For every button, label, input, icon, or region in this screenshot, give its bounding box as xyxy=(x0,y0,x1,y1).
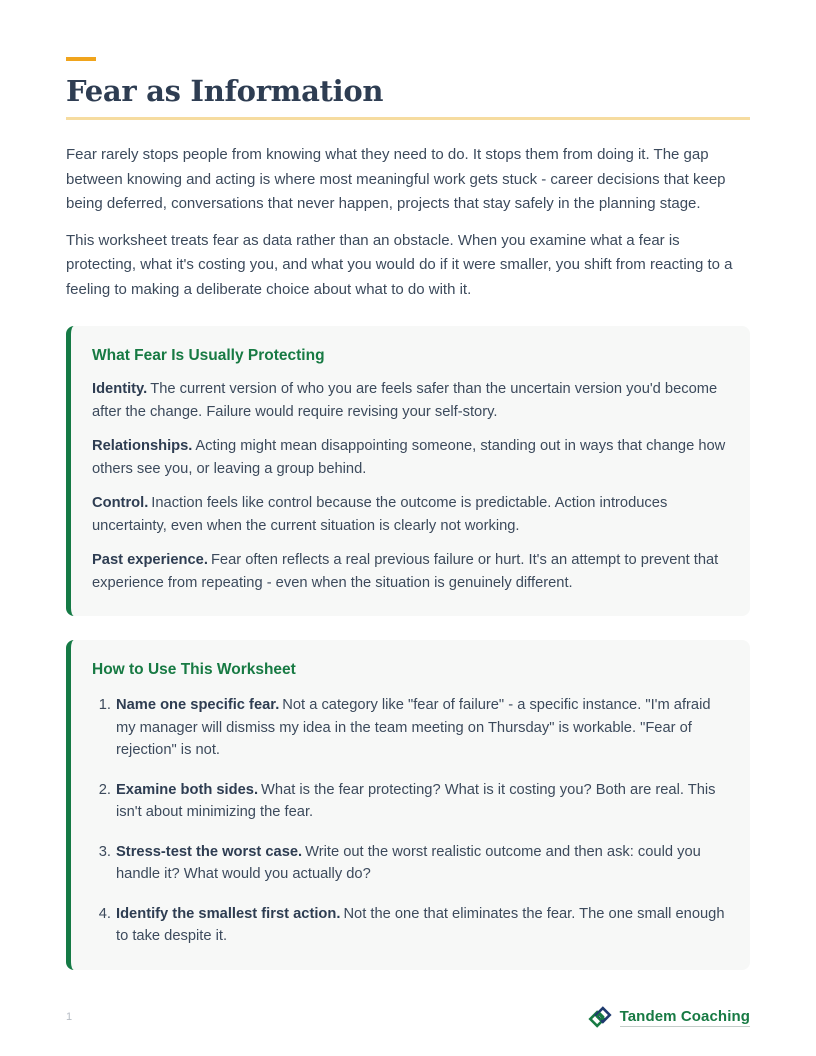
item-body xyxy=(116,779,726,824)
item-text: Write out the worst realistic outcome and then ask: could you handle it? What would you actually do? xyxy=(116,843,701,882)
tandem-diamond-icon xyxy=(587,1004,613,1030)
page-content xyxy=(0,57,816,970)
intro-paragraph-1: Fear rarely stops people from knowing what they need to do. It stops them from doing it. The gap between knowing and acting is where most meaningful work gets stuck - career decisions that keep being deferred, conversations that never happen, projects that stay safely in the planning stage. xyxy=(66,146,726,212)
numbered-item-1 xyxy=(96,694,726,762)
card-item-lead: Past experience. xyxy=(92,552,208,568)
brand-logo xyxy=(587,1004,750,1030)
card-heading: How to Use This Worksheet xyxy=(92,661,296,678)
card-how-to-use-worksheet xyxy=(66,640,750,970)
item-lead: Name one specific fear. xyxy=(116,697,280,713)
title-underline-rule xyxy=(66,117,750,120)
page-number: 1 xyxy=(66,1011,73,1023)
item-text: Not a category like "fear of failure" - a specific instance. "I'm afraid my manager will dismiss my idea in the team meeting on Thursday" is workable. "Fear of rejection" is not. xyxy=(116,697,711,758)
page-footer xyxy=(66,1002,750,1032)
numbered-item-2 xyxy=(96,779,726,824)
card-item-lead: Control. xyxy=(92,495,149,511)
item-text: Not the one that eliminates the fear. The one small enough to take despite it. xyxy=(116,905,725,944)
item-number: 2. xyxy=(98,781,111,798)
card-what-fear-is-protecting xyxy=(66,326,750,616)
item-lead: Stress-test the worst case. xyxy=(116,843,303,860)
card-item-lead: Identity. xyxy=(92,381,148,397)
item-body xyxy=(116,841,726,886)
item-number: 1. xyxy=(98,697,111,713)
item-number: 3. xyxy=(98,843,111,860)
card-item-text: The current version of who you are feels safer than the uncertain version you'd become after the change. Failure would require revising your self-story. xyxy=(92,381,718,420)
card-item-control xyxy=(92,492,726,537)
item-lead: Examine both sides. xyxy=(116,781,259,798)
card-item-text: Acting might mean disappointing someone, standing out in ways that change how others see you, or leaving a group behind. xyxy=(92,438,726,477)
item-body xyxy=(116,903,726,948)
brand-name: Tandem Coaching xyxy=(619,1007,750,1025)
numbered-item-3 xyxy=(96,841,726,886)
title-accent-bar xyxy=(66,57,96,61)
card-heading: What Fear Is Usually Protecting xyxy=(92,347,325,364)
card-item-relationships xyxy=(92,435,726,480)
intro-paragraph-2: This worksheet treats fear as data rather than an obstacle. When you examine what a fear is protecting, what it's costing you, and what you would do if it were smaller, you shift from reacting to a feeling to making a deliberate choice about what to do with it. xyxy=(66,231,733,298)
item-body xyxy=(116,694,726,762)
item-lead: Identify the smallest first action. xyxy=(116,905,341,922)
page-title: Fear as Information xyxy=(66,74,384,108)
card-item-text: Fear often reflects a real previous failure or hurt. It's an attempt to prevent that experience from repeating - even when the situation is genuinely different. xyxy=(92,552,719,591)
card-item-lead: Relationships. xyxy=(92,438,193,454)
item-number: 4. xyxy=(98,905,111,922)
card-item-identity xyxy=(92,378,726,423)
card-item-past-experience xyxy=(92,549,726,594)
card-item-text: Inaction feels like control because the outcome is predictable. Action introduces uncertainty, even when the current situation is clearly not working. xyxy=(92,495,668,534)
numbered-item-4 xyxy=(96,903,726,948)
item-text: What is the fear protecting? What is it costing you? Both are real. This isn't about minimizing the fear. xyxy=(116,781,716,820)
numbered-list xyxy=(92,694,726,948)
